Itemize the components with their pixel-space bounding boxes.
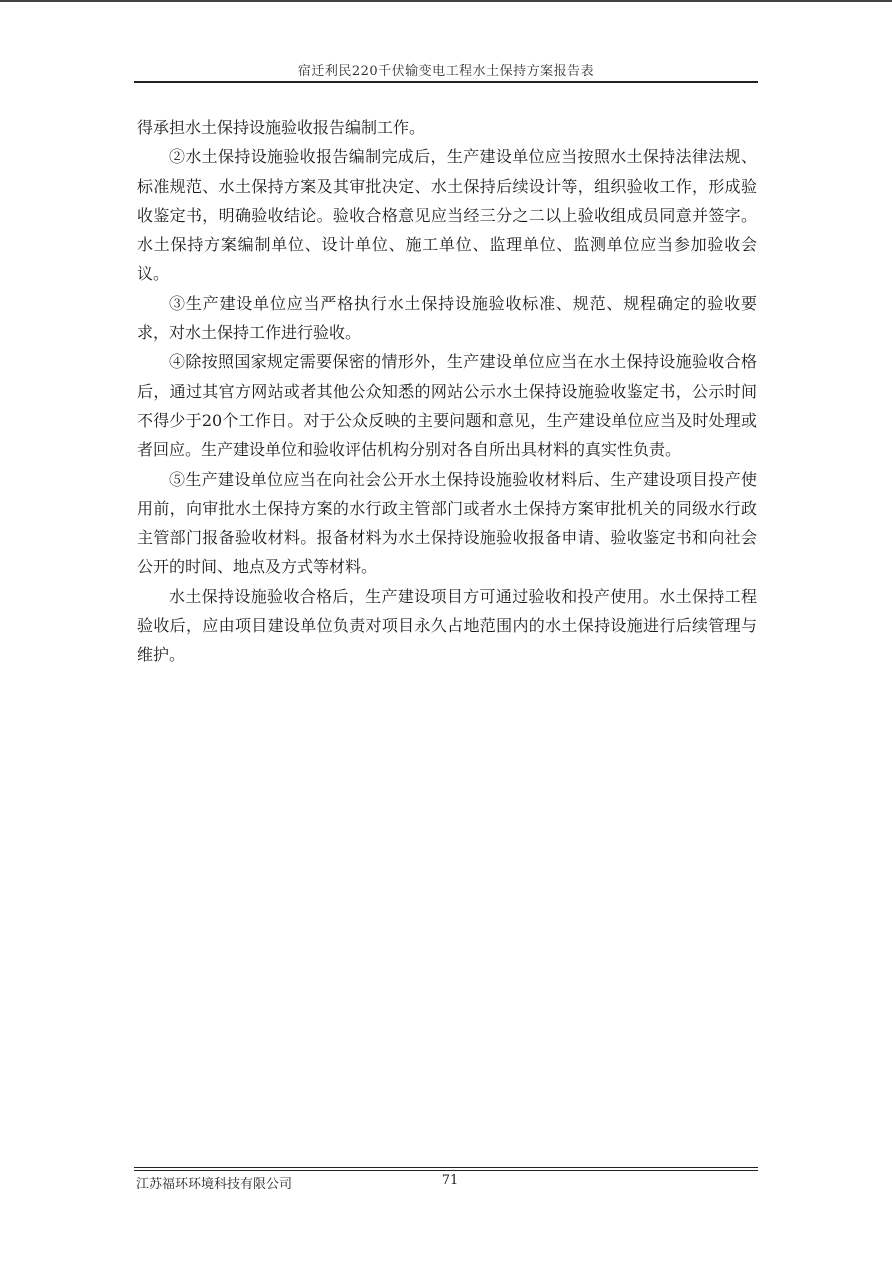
page-header-title: 宿迁利民220千伏输变电工程水土保持方案报告表 [297, 64, 595, 79]
footer-rule-top [134, 1167, 758, 1168]
document-body [137, 113, 757, 670]
paragraph-conclusion: 水土保持设施验收合格后，生产建设项目方可通过验收和投产使用。水土保持工程验收后，应由项目建设单位负责对项目永久占地范围内的水土保持设施进行后续管理与维护。 [137, 586, 757, 665]
header-rule [134, 81, 758, 83]
paragraph-item-2: ②水土保持设施验收报告编制完成后，生产建设单位应当按照水土保持法律法规、标准规范、水土保持方案及其审批决定、水土保持后续设计等，组织验收工作，形成验收鉴定书，明确验收结论。验收合格意见应当经三分之二以上验收组成员同意并签字。水土保持方案编制单位、设计单位、施工单位、监理单位、监测单位应当参加验收会议。 [137, 147, 757, 284]
footer-company-name: 江苏福环环境科技有限公司 [136, 1177, 293, 1192]
footer-rule-bottom [134, 1170, 758, 1171]
paragraph-item-3: ③生产建设单位应当严格执行水土保持设施验收标准、规范、规程确定的验收要求，对水土保持工作进行验收。 [137, 293, 757, 343]
paragraph-continuation: 得承担水土保持设施验收报告编制工作。 [137, 118, 426, 137]
paragraph-item-5: ⑤生产建设单位应当在向社会公开水土保持设施验收材料后、生产建设项目投产使用前，向审批水土保持方案的水行政主管部门或者水土保持方案审批机关的同级水行政主管部门报备验收材料。报备材料为水土保持设施验收报备申请、验收鉴定书和向社会公开的时间、地点及方式等材料。 [137, 469, 757, 577]
page-top-border [0, 0, 892, 2]
page-number: 71 [441, 1173, 459, 1188]
paragraph-item-4: ④除按照国家规定需要保密的情形外，生产建设单位应当在水土保持设施验收合格后，通过其官方网站或者其他公众知悉的网站公示水土保持设施验收鉴定书，公示时间不得少于20个工作日。对于公众反映的主要问题和意见，生产建设单位应当及时处理或者回应。生产建设单位和验收评估机构分别对各自所出具材料的真实性负责。 [137, 352, 757, 460]
